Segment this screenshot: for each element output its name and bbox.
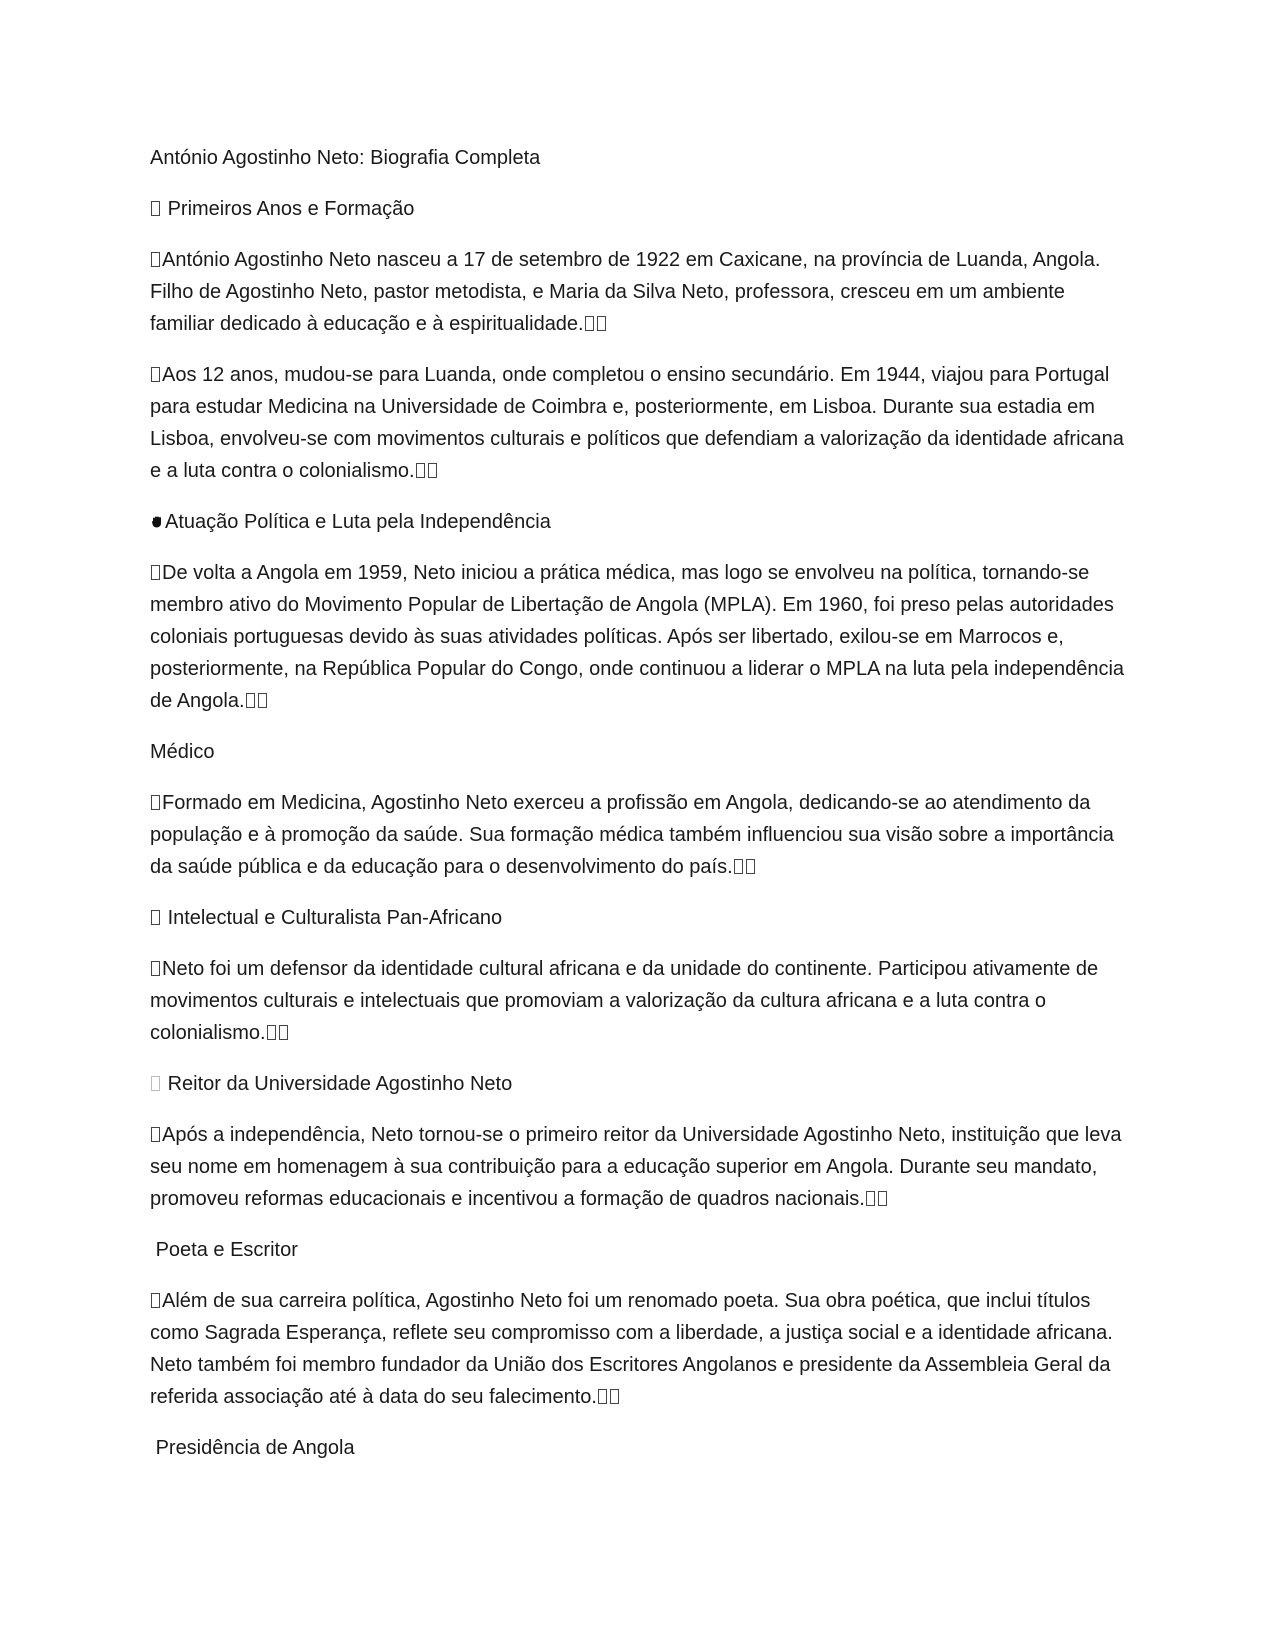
section-heading-atuacao-politica: Atuação Política e Luta pela Independência: [150, 506, 1128, 538]
missing-glyph-box-icon: [151, 1127, 160, 1142]
section-heading-medico: Médico: [150, 741, 215, 763]
missing-glyph-box-icon: [585, 316, 594, 331]
missing-glyph-box-icon: [258, 693, 267, 708]
section-heading-presidencia: Presidência de Angola: [155, 1437, 355, 1459]
missing-glyph-box-icon: [151, 1076, 160, 1091]
document-title: António Agostinho Neto: Biografia Completa: [150, 147, 541, 169]
missing-glyph-box-icon: [151, 252, 160, 267]
section-heading-intelectual: Intelectual e Culturalista Pan-Africano: [150, 902, 1128, 934]
paragraph-nascimento: António Agostinho Neto nasceu a 17 de setembro de 1922 em Caxicane, na província de Luanda, Angola. Filho de Agostinho Neto, pastor metodista, e Maria da Silva Neto, professora, cresceu em um ambiente familiar dedicado à educação e à espiritualidade.: [150, 249, 1101, 335]
missing-glyph-box-icon: [151, 795, 160, 810]
missing-glyph-box-icon: [151, 201, 160, 216]
paragraph-luta-independencia: De volta a Angola em 1959, Neto iniciou a prática médica, mas logo se envolveu na política, tornando-se membro ativo do Movimento Popular de Libertação de Angola (MPLA). Em 1960, foi preso pelas autoridades coloniais portuguesas devido às suas atividades políticas. Após ser libertado, exilou-se em Marrocos e, posteriormente, na República Popular do Congo, onde continuou a liderar o MPLA na luta pela independência de Angola.: [150, 562, 1125, 712]
missing-glyph-box-icon: [151, 910, 160, 925]
document-body: [150, 142, 1128, 1483]
missing-glyph-box-icon: [866, 1191, 875, 1206]
raised-fist-icon: [150, 515, 164, 529]
missing-glyph-box-icon: [151, 961, 160, 976]
paragraph-universidade: Após a independência, Neto tornou-se o primeiro reitor da Universidade Agostinho Neto, instituição que leva seu nome em homenagem à sua contribuição para a educação superior em Angola. Durante seu mandato, promoveu reformas educacionais e incentivou a formação de quadros nacionais.: [150, 1124, 1122, 1210]
missing-glyph-box-icon: [151, 367, 160, 382]
section-heading-primeiros-anos: Primeiros Anos e Formação: [150, 193, 1128, 225]
paragraph-poesia: Além de sua carreira política, Agostinho Neto foi um renomado poeta. Sua obra poética, que inclui títulos como Sagrada Esperança, reflete seu compromisso com a liberdade, a justiça social e a identidade africana. Neto também foi membro fundador da União dos Escritores Angolanos e presidente da Assembleia Geral da referida associação até à data do seu falecimento.: [150, 1290, 1113, 1408]
missing-glyph-box-icon: [597, 316, 606, 331]
missing-glyph-box-icon: [598, 1389, 607, 1404]
missing-glyph-box-icon: [151, 565, 160, 580]
missing-glyph-box-icon: [151, 1293, 160, 1308]
missing-glyph-box-icon: [416, 463, 425, 478]
paragraph-identidade-cultural: Neto foi um defensor da identidade cultural africana e da unidade do continente. Participou ativamente de movimentos culturais e intelectuais que promoviam a valorização da cultura africana e a luta contra o colonialismo.: [150, 958, 1099, 1044]
paragraph-medicina: Formado em Medicina, Agostinho Neto exerceu a profissão em Angola, dedicando-se ao atendimento da população e à promoção da saúde. Sua formação médica também influenciou sua visão sobre a importância da saúde pública e da educação para o desenvolvimento do país.: [150, 792, 1114, 878]
missing-glyph-box-icon: [267, 1025, 276, 1040]
missing-glyph-box-icon: [878, 1191, 887, 1206]
paragraph-estudos: Aos 12 anos, mudou-se para Luanda, onde completou o ensino secundário. Em 1944, viajou para Portugal para estudar Medicina na Universidade de Coimbra e, posteriormente, em Lisboa. Durante sua estadia em Lisboa, envolveu-se com movimentos culturais e políticos que defendiam a valorização da identidade africana e a luta contra o colonialismo.: [150, 364, 1124, 482]
missing-glyph-box-icon: [610, 1389, 619, 1404]
missing-glyph-box-icon: [428, 463, 437, 478]
missing-glyph-box-icon: [746, 859, 755, 874]
section-heading-poeta: Poeta e Escritor: [155, 1239, 298, 1261]
missing-glyph-box-icon: [246, 693, 255, 708]
missing-glyph-box-icon: [734, 859, 743, 874]
missing-glyph-box-icon: [279, 1025, 288, 1040]
section-heading-reitor: Reitor da Universidade Agostinho Neto: [150, 1068, 1128, 1100]
